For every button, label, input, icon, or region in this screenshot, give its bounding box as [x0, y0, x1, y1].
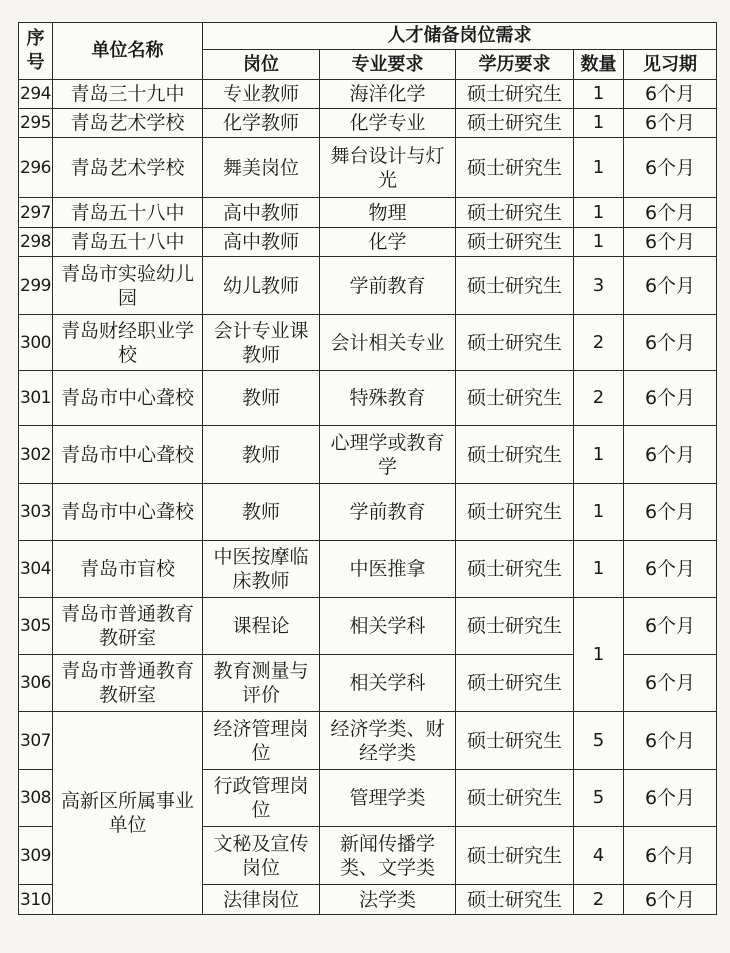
table-row: [19, 228, 717, 257]
row-major: 中医推拿: [320, 541, 456, 598]
row-unit: 青岛五十八中: [53, 198, 203, 228]
table-row: [19, 257, 717, 315]
row-index: 294: [19, 80, 53, 109]
row-major: 新闻传播学类、文学类: [320, 827, 456, 885]
row-unit: 高新区所属事业单位: [53, 712, 203, 915]
table-row: [19, 109, 717, 138]
row-education: 硕士研究生: [456, 228, 574, 257]
row-position: 课程论: [203, 598, 320, 655]
row-internship: 6个月: [624, 885, 717, 915]
row-education: 硕士研究生: [456, 655, 574, 712]
table-row: [19, 484, 717, 541]
row-education: 硕士研究生: [456, 80, 574, 109]
row-internship: 6个月: [624, 80, 717, 109]
row-education: 硕士研究生: [456, 598, 574, 655]
row-position: 专业教师: [203, 80, 320, 109]
row-education: 硕士研究生: [456, 541, 574, 598]
row-position: 行政管理岗位: [203, 770, 320, 827]
table-row: [19, 371, 717, 426]
row-count: 2: [574, 315, 624, 371]
row-major: 特殊教育: [320, 371, 456, 426]
table-row: [19, 138, 717, 198]
row-major: 会计相关专业: [320, 315, 456, 371]
row-education: 硕士研究生: [456, 885, 574, 915]
row-unit: 青岛五十八中: [53, 228, 203, 257]
row-count: 5: [574, 712, 624, 770]
row-internship: 6个月: [624, 426, 717, 484]
row-major: 经济学类、财经学类: [320, 712, 456, 770]
row-index: 302: [19, 426, 53, 484]
row-index: 295: [19, 109, 53, 138]
row-major: 心理学或教育学: [320, 426, 456, 484]
row-index: 301: [19, 371, 53, 426]
row-count: 3: [574, 257, 624, 315]
row-position: 中医按摩临床教师: [203, 541, 320, 598]
row-education: 硕士研究生: [456, 198, 574, 228]
row-major: 学前教育: [320, 257, 456, 315]
row-unit: 青岛艺术学校: [53, 138, 203, 198]
row-count: 1: [574, 598, 624, 712]
row-position: 舞美岗位: [203, 138, 320, 198]
row-index: 309: [19, 827, 53, 885]
header-internship: 见习期: [624, 50, 717, 80]
row-position: 教师: [203, 426, 320, 484]
row-internship: 6个月: [624, 598, 717, 655]
header-position: 岗位: [203, 50, 320, 80]
row-internship: 6个月: [624, 770, 717, 827]
row-position: 教师: [203, 371, 320, 426]
table-row: [19, 541, 717, 598]
row-unit: 青岛市普通教育教研室: [53, 655, 203, 712]
row-education: 硕士研究生: [456, 138, 574, 198]
row-major: 海洋化学: [320, 80, 456, 109]
row-position: 会计专业课教师: [203, 315, 320, 371]
row-internship: 6个月: [624, 655, 717, 712]
row-index: 304: [19, 541, 53, 598]
row-index: 305: [19, 598, 53, 655]
row-unit: 青岛市普通教育教研室: [53, 598, 203, 655]
row-education: 硕士研究生: [456, 770, 574, 827]
row-count: 1: [574, 426, 624, 484]
row-count: 2: [574, 371, 624, 426]
row-internship: 6个月: [624, 712, 717, 770]
header-education: 学历要求: [456, 50, 574, 80]
row-internship: 6个月: [624, 371, 717, 426]
row-position: 教师: [203, 484, 320, 541]
row-count: 4: [574, 827, 624, 885]
row-internship: 6个月: [624, 138, 717, 198]
header-count: 数量: [574, 50, 624, 80]
row-major: 相关学科: [320, 598, 456, 655]
row-internship: 6个月: [624, 541, 717, 598]
table-row: [19, 315, 717, 371]
row-unit: 青岛财经职业学校: [53, 315, 203, 371]
talent-reserve-table: [18, 22, 717, 915]
row-major: 管理学类: [320, 770, 456, 827]
row-position: 高中教师: [203, 198, 320, 228]
row-index: 307: [19, 712, 53, 770]
header-index: 序号: [19, 23, 53, 80]
row-major: 化学: [320, 228, 456, 257]
table-row: [19, 198, 717, 228]
row-education: 硕士研究生: [456, 712, 574, 770]
row-count: 1: [574, 109, 624, 138]
row-count: 2: [574, 885, 624, 915]
row-unit: 青岛三十九中: [53, 80, 203, 109]
row-education: 硕士研究生: [456, 315, 574, 371]
row-internship: 6个月: [624, 198, 717, 228]
row-count: 5: [574, 770, 624, 827]
row-unit: 青岛艺术学校: [53, 109, 203, 138]
table-row: [19, 712, 717, 770]
row-major: 物理: [320, 198, 456, 228]
row-count: 1: [574, 541, 624, 598]
row-unit: 青岛市中心聋校: [53, 426, 203, 484]
row-education: 硕士研究生: [456, 257, 574, 315]
row-internship: 6个月: [624, 315, 717, 371]
row-index: 306: [19, 655, 53, 712]
table-row: [19, 80, 717, 109]
row-index: 299: [19, 257, 53, 315]
row-index: 296: [19, 138, 53, 198]
header-unit: 单位名称: [53, 23, 203, 80]
row-index: 298: [19, 228, 53, 257]
row-index: 297: [19, 198, 53, 228]
row-position: 高中教师: [203, 228, 320, 257]
row-count: 1: [574, 228, 624, 257]
row-major: 法学类: [320, 885, 456, 915]
row-internship: 6个月: [624, 257, 717, 315]
row-count: 1: [574, 484, 624, 541]
row-internship: 6个月: [624, 484, 717, 541]
row-index: 303: [19, 484, 53, 541]
row-position: 化学教师: [203, 109, 320, 138]
row-major: 相关学科: [320, 655, 456, 712]
header-major: 专业要求: [320, 50, 456, 80]
row-education: 硕士研究生: [456, 426, 574, 484]
row-unit: 青岛市盲校: [53, 541, 203, 598]
header-group: 人才储备岗位需求: [203, 23, 717, 50]
row-major: 化学专业: [320, 109, 456, 138]
row-index: 308: [19, 770, 53, 827]
table-row: [19, 426, 717, 484]
row-position: 经济管理岗位: [203, 712, 320, 770]
row-internship: 6个月: [624, 228, 717, 257]
row-count: 1: [574, 138, 624, 198]
row-unit: 青岛市中心聋校: [53, 484, 203, 541]
row-index: 310: [19, 885, 53, 915]
row-count: 1: [574, 198, 624, 228]
row-position: 教育测量与评价: [203, 655, 320, 712]
row-education: 硕士研究生: [456, 371, 574, 426]
row-internship: 6个月: [624, 109, 717, 138]
row-unit: 青岛市中心聋校: [53, 371, 203, 426]
row-education: 硕士研究生: [456, 109, 574, 138]
row-education: 硕士研究生: [456, 827, 574, 885]
row-unit: 青岛市实验幼儿园: [53, 257, 203, 315]
row-count: 1: [574, 80, 624, 109]
row-index: 300: [19, 315, 53, 371]
row-education: 硕士研究生: [456, 484, 574, 541]
row-position: 法律岗位: [203, 885, 320, 915]
row-internship: 6个月: [624, 827, 717, 885]
row-major: 舞台设计与灯光: [320, 138, 456, 198]
row-major: 学前教育: [320, 484, 456, 541]
row-position: 幼儿教师: [203, 257, 320, 315]
table-row: [19, 598, 717, 655]
row-position: 文秘及宣传岗位: [203, 827, 320, 885]
